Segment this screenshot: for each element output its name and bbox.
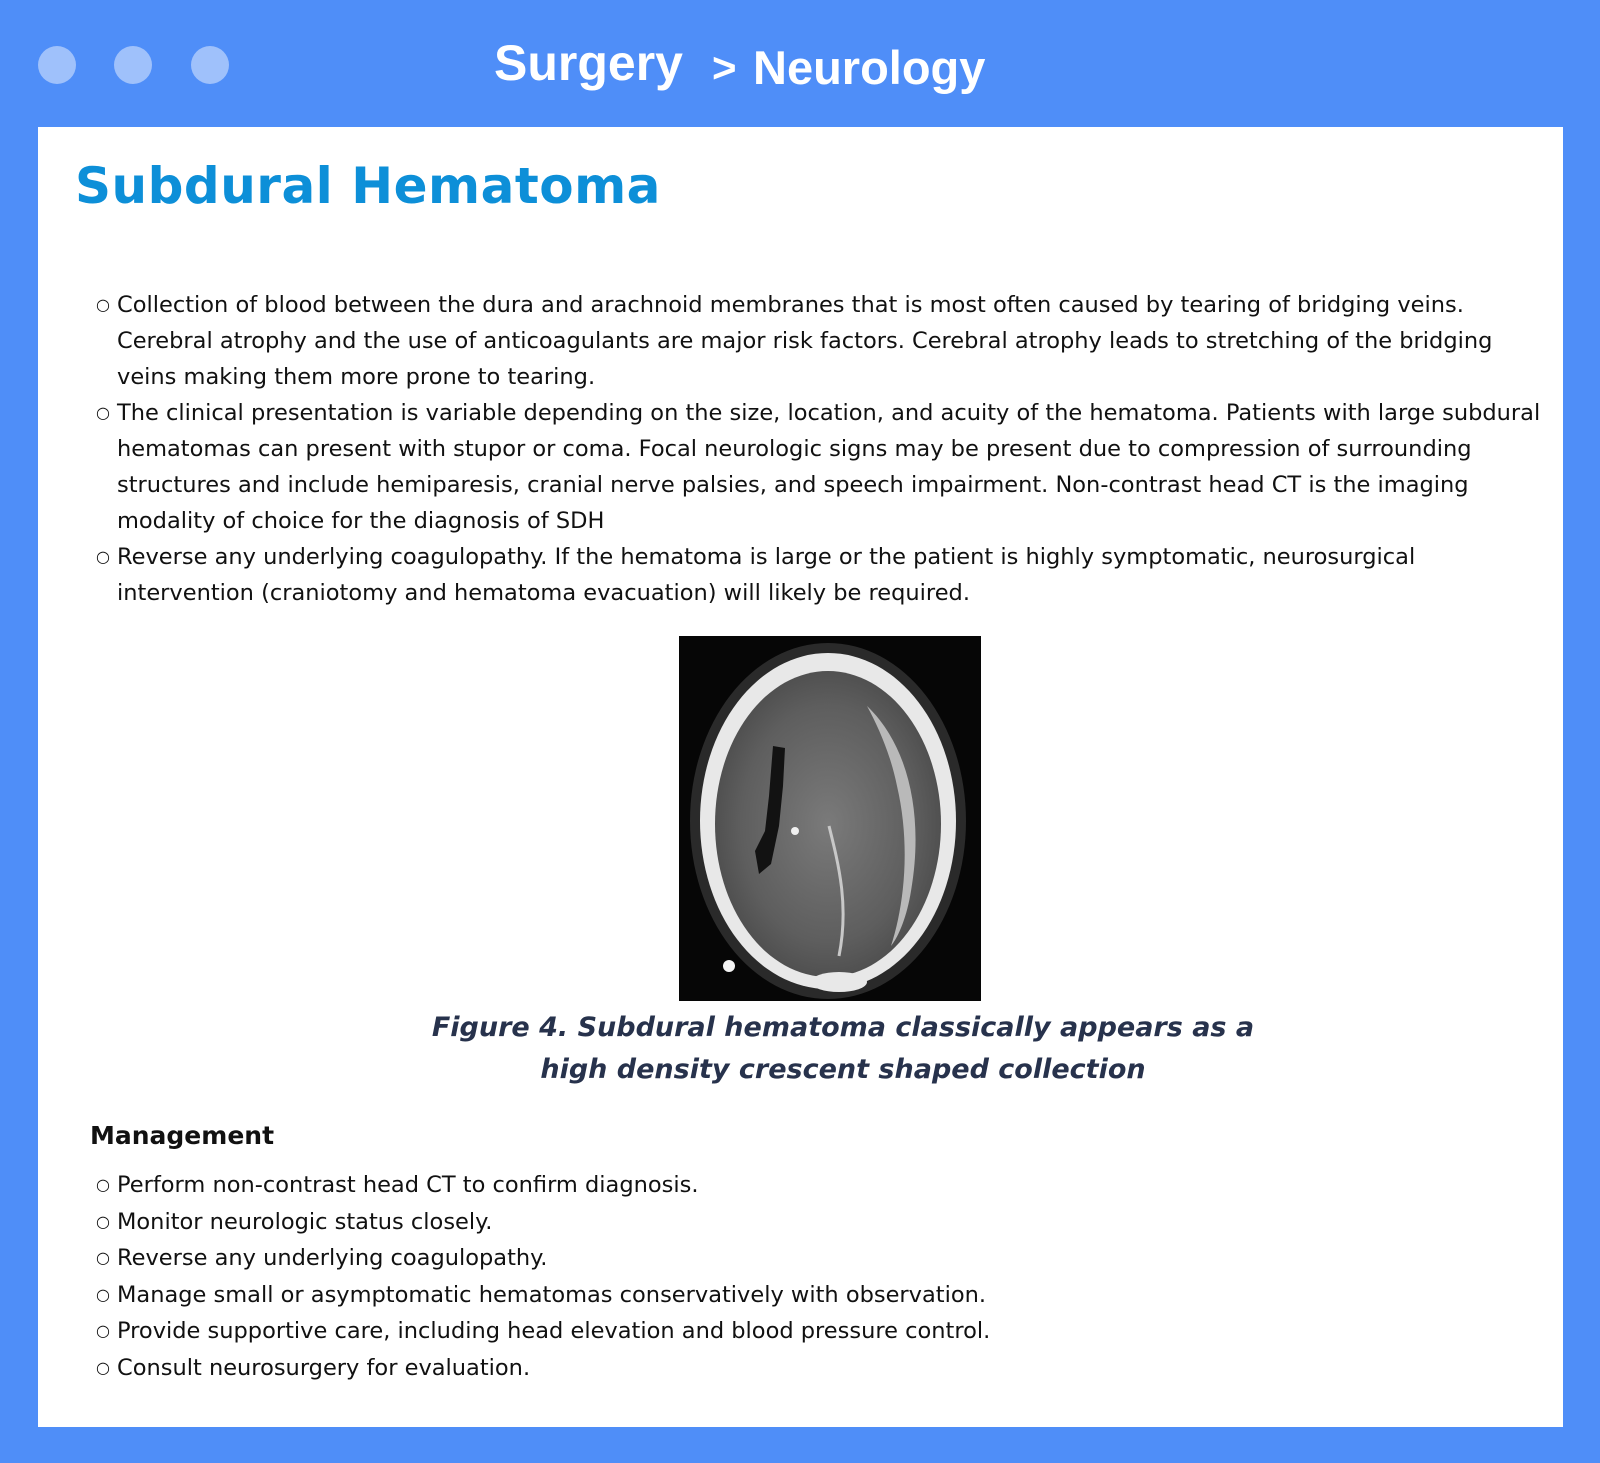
list-item-text: The clinical presentation is variable depending on the size, location, and acuity of the hematoma. Patients with large subdural hematomas can present with stupor or coma. Focal neurologic signs may be present due to compression of surrounding structures and include hemiparesis, cranial nerve palsies, and speech impairment. Non-contrast head CT is the imaging modality of choice for the diagnosis of SDH [117, 400, 1541, 534]
bullet-circle-icon: ○ [96, 403, 110, 422]
management-heading: Management [90, 1121, 275, 1150]
ct-scan-illustration [679, 636, 981, 1001]
ct-scan-image [679, 636, 981, 1001]
intro-bullet-list [77, 287, 1547, 611]
bullet-circle-icon: ○ [96, 1284, 110, 1304]
list-item [77, 1204, 1477, 1241]
list-item [77, 1167, 1477, 1204]
window-minimize-dot[interactable] [114, 46, 152, 84]
bullet-circle-icon: ○ [96, 295, 110, 314]
bullet-circle-icon: ○ [96, 547, 110, 566]
list-item-text: Collection of blood between the dura and arachnoid membranes that is most often caused by tearing of bridging veins. Cerebral atrophy and the use of anticoagulants are major risk factors. Cerebral atrophy leads to stretching of the bridging veins making them more prone to tearing. [117, 292, 1493, 390]
list-item [77, 287, 1547, 395]
list-item-text: Manage small or asymptomatic hematomas conservatively with observation. [117, 1281, 987, 1308]
management-bullet-list [77, 1167, 1477, 1386]
list-item-text: Consult neurosurgery for evaluation. [117, 1354, 531, 1381]
content-panel [38, 127, 1563, 1427]
list-item-text: Reverse any underlying coagulopathy. [117, 1245, 548, 1271]
bullet-circle-icon: ○ [96, 1175, 110, 1194]
list-item [77, 1277, 1477, 1314]
window-maximize-dot[interactable] [191, 46, 229, 84]
list-item-text: Perform non-contrast head CT to confirm diagnosis. [117, 1172, 699, 1198]
window-titlebar [0, 0, 1600, 127]
bullet-circle-icon: ○ [96, 1357, 110, 1377]
figure-caption-line: high density crescent shaped collection [540, 1054, 1146, 1085]
figure-caption [378, 1007, 1308, 1091]
bullet-circle-icon: ○ [96, 1211, 110, 1231]
figure-caption-line: Figure 4. Subdural hematoma classically appears as a [431, 1012, 1255, 1043]
list-item [77, 539, 1547, 611]
list-item-text: Reverse any underlying coagulopathy. If the hematoma is large or the patient is highly symptomatic, neurosurgical intervention (craniotomy and hematoma evacuation) will likely be required. [117, 544, 1416, 606]
list-item [77, 395, 1547, 539]
list-item [77, 1350, 1477, 1387]
breadcrumb-current[interactable]: Neurology [753, 41, 986, 94]
breadcrumb-separator: > [712, 44, 737, 91]
list-item [77, 1240, 1477, 1277]
bullet-circle-icon: ○ [96, 1248, 110, 1267]
list-item-text: Monitor neurologic status closely. [117, 1208, 493, 1235]
list-item-text: Provide supportive care, including head elevation and blood pressure control. [117, 1318, 991, 1344]
breadcrumb-root[interactable]: Surgery [494, 35, 683, 91]
bullet-circle-icon: ○ [96, 1321, 110, 1340]
page-title: Subdural Hematoma [75, 157, 661, 215]
window-close-dot[interactable] [38, 46, 76, 84]
list-item [77, 1313, 1477, 1350]
